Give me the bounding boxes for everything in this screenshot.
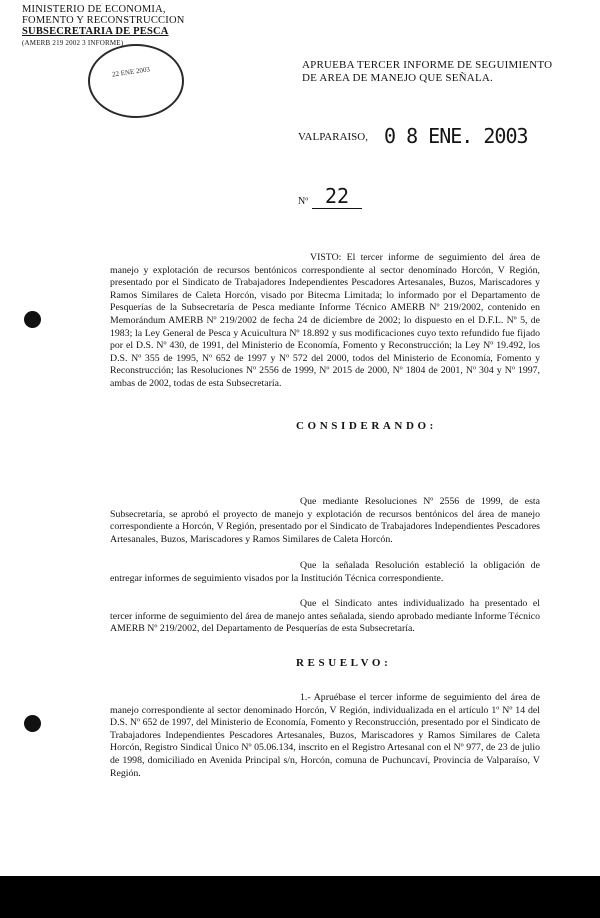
considerando-1: Que mediante Resoluciones Nº 2556 de 1999, de esta Subsecretaría, se aprobó el proyecto de manejo y explotación de recursos bentónicos del área de manejo correspondiente a Horcón, V Región, presentado por el Sindicato de Trabajadores Independientes Pescadores Artesanales, Buzos, Mariscadores y Ramos Similares de Caleta Horcón.: [110, 496, 540, 545]
considerando-heading: CONSIDERANDO:: [296, 420, 437, 432]
number-label: Nº: [298, 196, 309, 207]
resolution-number: 22: [312, 184, 362, 209]
stamp-date: 22 ENE 2003: [111, 65, 151, 79]
reception-stamp: [88, 44, 184, 118]
subject-line-2: DE AREA DE MANEJO QUE SEÑALA.: [302, 72, 493, 84]
punch-hole-bottom: [24, 715, 41, 732]
header-ministry-2: FOMENTO Y RECONSTRUCCION: [22, 15, 185, 26]
considerando-2: Que la señalada Resolución estableció la obligación de entregar informes de seguimiento visados por la Institución Técnica correspondiente.: [110, 560, 540, 584]
header-reference: (AMERB 219 2002 3 INFORME): [22, 39, 124, 47]
subject-line-1: APRUEBA TERCER INFORME DE SEGUIMIENTO: [302, 59, 553, 71]
header-ministry: MINISTERIO DE ECONOMIA,: [22, 4, 166, 15]
visto-paragraph: VISTO: El tercer informe de seguimiento del área de manejo y explotación de recursos bentónicos correspondiente al sector denominado Horcón, V Región, presentado por el Sindicato de Trabajadores Independientes Pescadores Artesanales, Buzos, Mariscadores y Ramos Similares de Caleta Horcón, visado por Bitecma Limitada; lo informado por el Departamento de Pesquerías de la Subsecretaría de Pesca mediante Informe Técnico AMERB Nº 219/2002, contenido en Memorándum AMERB Nº 219/2002 de fecha 24 de diciembre de 2002; lo dispuesto en el D.F.L. Nº 5, de 1983; la Ley General de Pesca y Acuicultura Nº 18.892 y sus modificaciones cuyo texto refundido fue fijado por el D.S. Nº 430, de 1991, del Ministerio de Economía, Fomento y Reconstrucción; la Ley Nº 19.492, los D.S. Nº 355 de 1995, Nº 652 de 1997 y Nº 572 del 2000, todos del Ministerio de Economía, Fomento y Reconstrucción; las Resoluciones Nº 2556 de 1999, Nº 2015 de 2000, Nº 1804 de 2001, Nº 304 y Nº 1997, ambas de 2002, todas de esta Subsecretaría.: [110, 252, 540, 389]
considerando-3: Que el Sindicato antes individualizado ha presentado el tercer informe de seguimiento del área de manejo antes señalada, siendo aprobado mediante Informe Técnico AMERB Nº 219/2002, del Departamento de Pesquerías de esta Subsecretaría.: [110, 598, 540, 635]
punch-hole-top: [24, 311, 41, 328]
place: VALPARAISO,: [298, 131, 368, 143]
resuelvo-heading: RESUELVO:: [296, 657, 392, 669]
scan-bottom-edge: [0, 876, 600, 918]
resuelvo-1: 1.- Apruébase el tercer informe de seguimiento del área de manejo correspondiente al sector denominado Horcón, V Región, individualizada en el artículo 1º Nº 14 del D.S. Nº 652 de 1997, del Ministerio de Economía, Fomento y Reconstrucción, presentado por el Sindicato de Trabajadores Independientes Pescadores Artesanales, Buzos, Mariscadores y Ramos Similares de Caleta Horcón, Registro Sindical Único Nº 05.06.134, inscrito en el Registro Artesanal con el Nº 977, de 23 de julio de 1998, domiciliado en Avenida Principal s/n, Horcón, comuna de Puchuncaví, Provincia de Valparaíso, V Región.: [110, 692, 540, 779]
header-subsecretaria: SUBSECRETARIA DE PESCA: [22, 26, 169, 37]
date: 0 8 ENE. 2003: [384, 124, 528, 148]
